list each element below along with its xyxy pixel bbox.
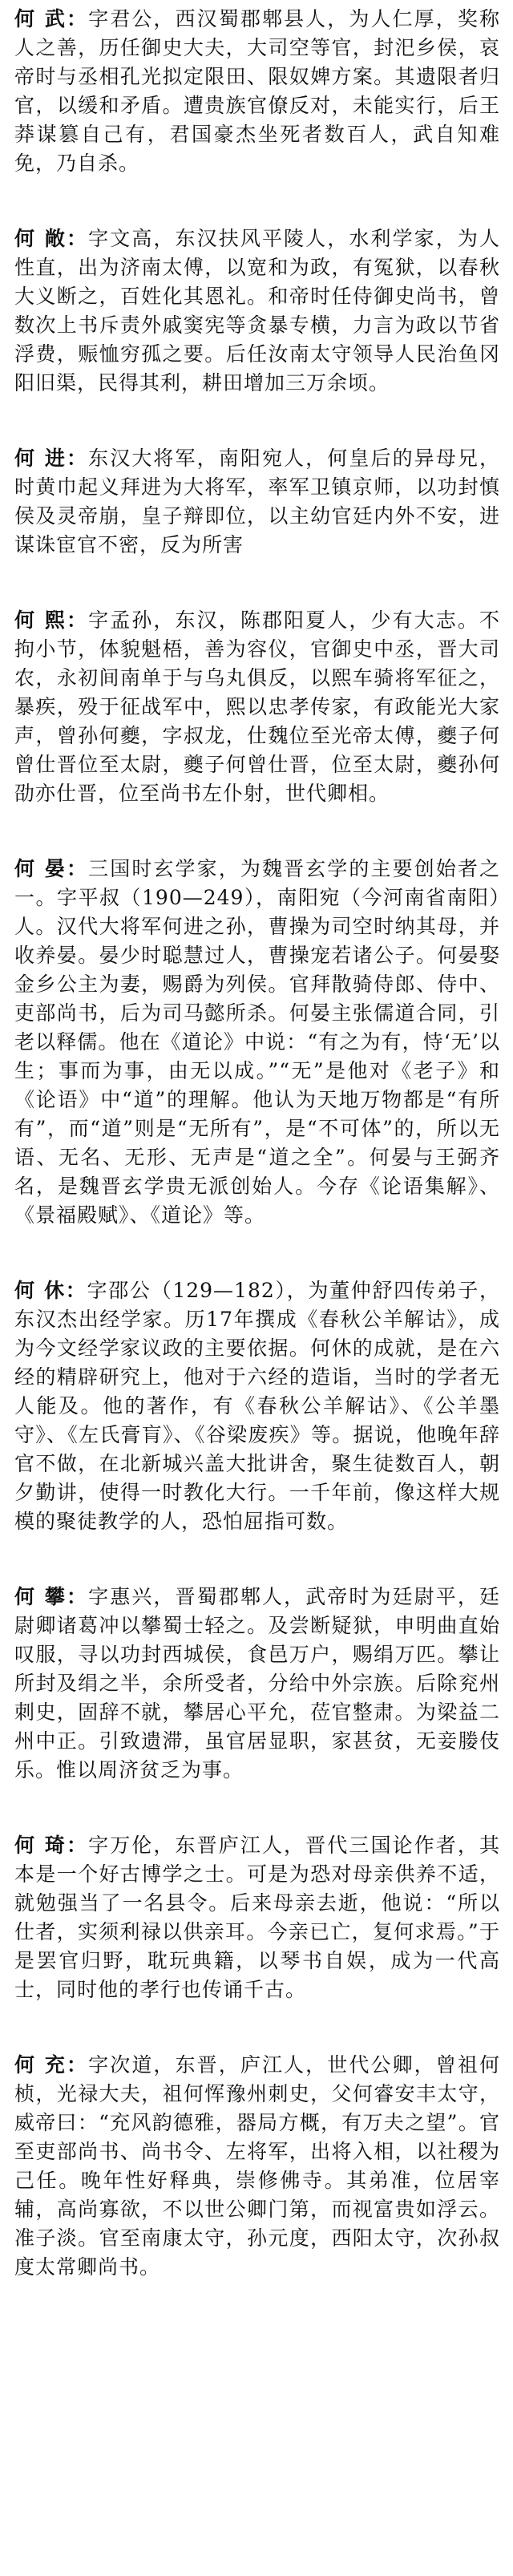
entry-text: 字君公，西汉蜀郡郫县人，为人仁厚，奖称人之善，历任御史大夫，大司空等官，封汜乡侯，哀帝时与丞相孔光拟定限田、限奴婢方案。其遗限者归官，以缓和矛盾。遭贵族官僚反对，未能实行，后王莽谋篡自己有，君国豪杰坐死者数百人，武自知难免，乃自杀。 [14,7,500,175]
entry-he-xi [14,606,500,808]
entry-text: 字次道，东晋，庐江人，世代公卿，曾祖何桢，光禄大夫，祖何恽豫州刺史，父何睿安丰太守，威帝曰：“充风韵德雅，器局方概，有万夫之望”。官至吏部尚书、尚书令、左将军，出将入相，以社稷为己任。晚年性好释典，崇修佛寺。其弟准，位居宰辅，高尚寡欲，不以世公卿门第，而视富贵如浮云。准子淡。官至南康太守，孙元度，西阳太守，次孙叔度太常卿尚书。 [14,2053,500,2279]
entry-name: 何 充： [14,2053,89,2077]
entry-he-jin [14,444,500,560]
entry-name: 何 琦： [14,1834,89,1857]
entry-he-chang [14,224,500,398]
entry-text: 字惠兴，晋蜀郡郫人，武帝时为廷尉平，廷尉卿诸葛冲以攀蜀士轻之。及尝断疑狱，申明曲直始叹服，寻以功封西城侯，食邑万户，赐绢万匹。攀让所封及绢之半，余所受者，分给中外宗族。后除兖州刺史，固辞不就，攀居心平允，莅官整肃。为梁益二州中正。引致遗滞，虽官居显职，家甚贫，无妾媵伎乐。惟以周济贫乏为事。 [14,1585,500,1781]
entry-he-wu [14,5,500,178]
entry-text: 字文高，东汉扶风平陵人，水利学家，为人性直，出为济南太傅，以宽和为政，有冤狱，以春秋大义断之，百姓化其恩礼。和帝时任侍御史尚书，曾数次上书斥责外戚窦宪等贪暴专横，力言为政以节省浮费，赈恤穷孤之要。后任汝南太守领导人民治鱼冈 阳旧渠，民得其利，耕田增加三万余顷。 [14,227,500,394]
entry-text: 东汉大将军，南阳宛人，何皇后的异母兄，时黄巾起义拜进为大将军，率军卫镇京师，以功封慎侯及灵帝崩，皇子辩即位，以主幼官廷内外不安，进谋诛宦官不密，反为所害 [14,447,500,556]
entry-name: 何 武： [14,7,89,30]
entry-text: 字邵公（129—182），为董仲舒四传弟子，东汉杰出经学家。历17年撰成《春秋公羊解诂》，成为今文经学家议政的主要依据。何休的成就，是在六经的精辟研究上，他对于六经的造诣，当时的学者无人能及。他的著作，有《春秋公羊解诂》、《公羊墨守》、《左氏膏肓》、《谷梁废疾》等。据说，他晚年辞官不做，在北新城兴盖大批讲舍，聚生徒数百人，朝夕勤讲，使得一时教化大行。一千年前，像这样大规模的聚徒教学的人，恐怕屈指可数。 [14,1279,500,1533]
entry-text: 字万伦，东晋庐江人，晋代三国论作者，其本是一个好古博学之士。可是为恐对母亲供养不适，就勉强当了一名县令。后来母亲去逝，他说：“所以仕者，实须利禄以供亲耳。今亲已亡，复何求焉。”于是罢官归野，耽玩典籍，以琴书自娱，成为一代高士，同时他的孝行也传诵千古。 [14,1834,500,2001]
entry-name: 何 晏： [14,857,89,880]
entry-name: 何 敞： [14,227,89,250]
entry-name: 何 休： [14,1279,87,1302]
entry-he-pan [14,1583,500,1785]
entry-he-yan [14,855,500,1230]
entry-he-qi [14,1831,500,2004]
entry-he-chong [14,2051,500,2282]
entry-name: 何 攀： [14,1585,89,1608]
entry-he-xiu [14,1276,500,1536]
entry-name: 何 进： [14,447,89,470]
entry-text: 三国时玄学家，为魏晋玄学的主要创始者之一。字平叔（190—249），南阳宛（今河南省南阳）人。汉代大将军何进之孙，曹操为司空时纳其母，并收养晏。晏少时聪慧过人，曹操宠若诸公子。何晏娶金乡公主为妻，赐爵为列侯。官拜散骑侍郎、侍中、吏部尚书，后为司马懿所杀。何晏主张儒道合同，引老以释儒。他在《道论》中说：“有之为有，恃‘无’以生；事而为事，由无以成。”“无”是他对《老子》和《论语》中“道”的理解。他认为天地万物都是“有所有”，而“道”则是“无所有”，是“不可体”的，所以无语、无名、无形、无声是“道之全”。何晏与王弼齐名，是魏晋玄学贵无派创始人。今存《论语集解》、《景福殿赋》、《道论》等。 [14,857,500,1227]
entry-name: 何 熙： [14,609,89,632]
entry-text: 字孟孙，东汉，陈郡阳夏人，少有大志。不拘小节，体貌魁梧，善为容仪，官御史中丞，晋大司农，永初间南单于与乌丸俱反，以熙车骑将军征之，暴疾，殁于征战军中，熙以忠孝传家，有政能光大家声，曾孙何夔，字叔龙，仕魏位至光帝太傅，夔子何曾仕晋位至太尉，夔子何曾仕晋，位至太尉，夔孙何劭亦仕晋，位至尚书左仆射，世代卿相。 [14,609,500,805]
